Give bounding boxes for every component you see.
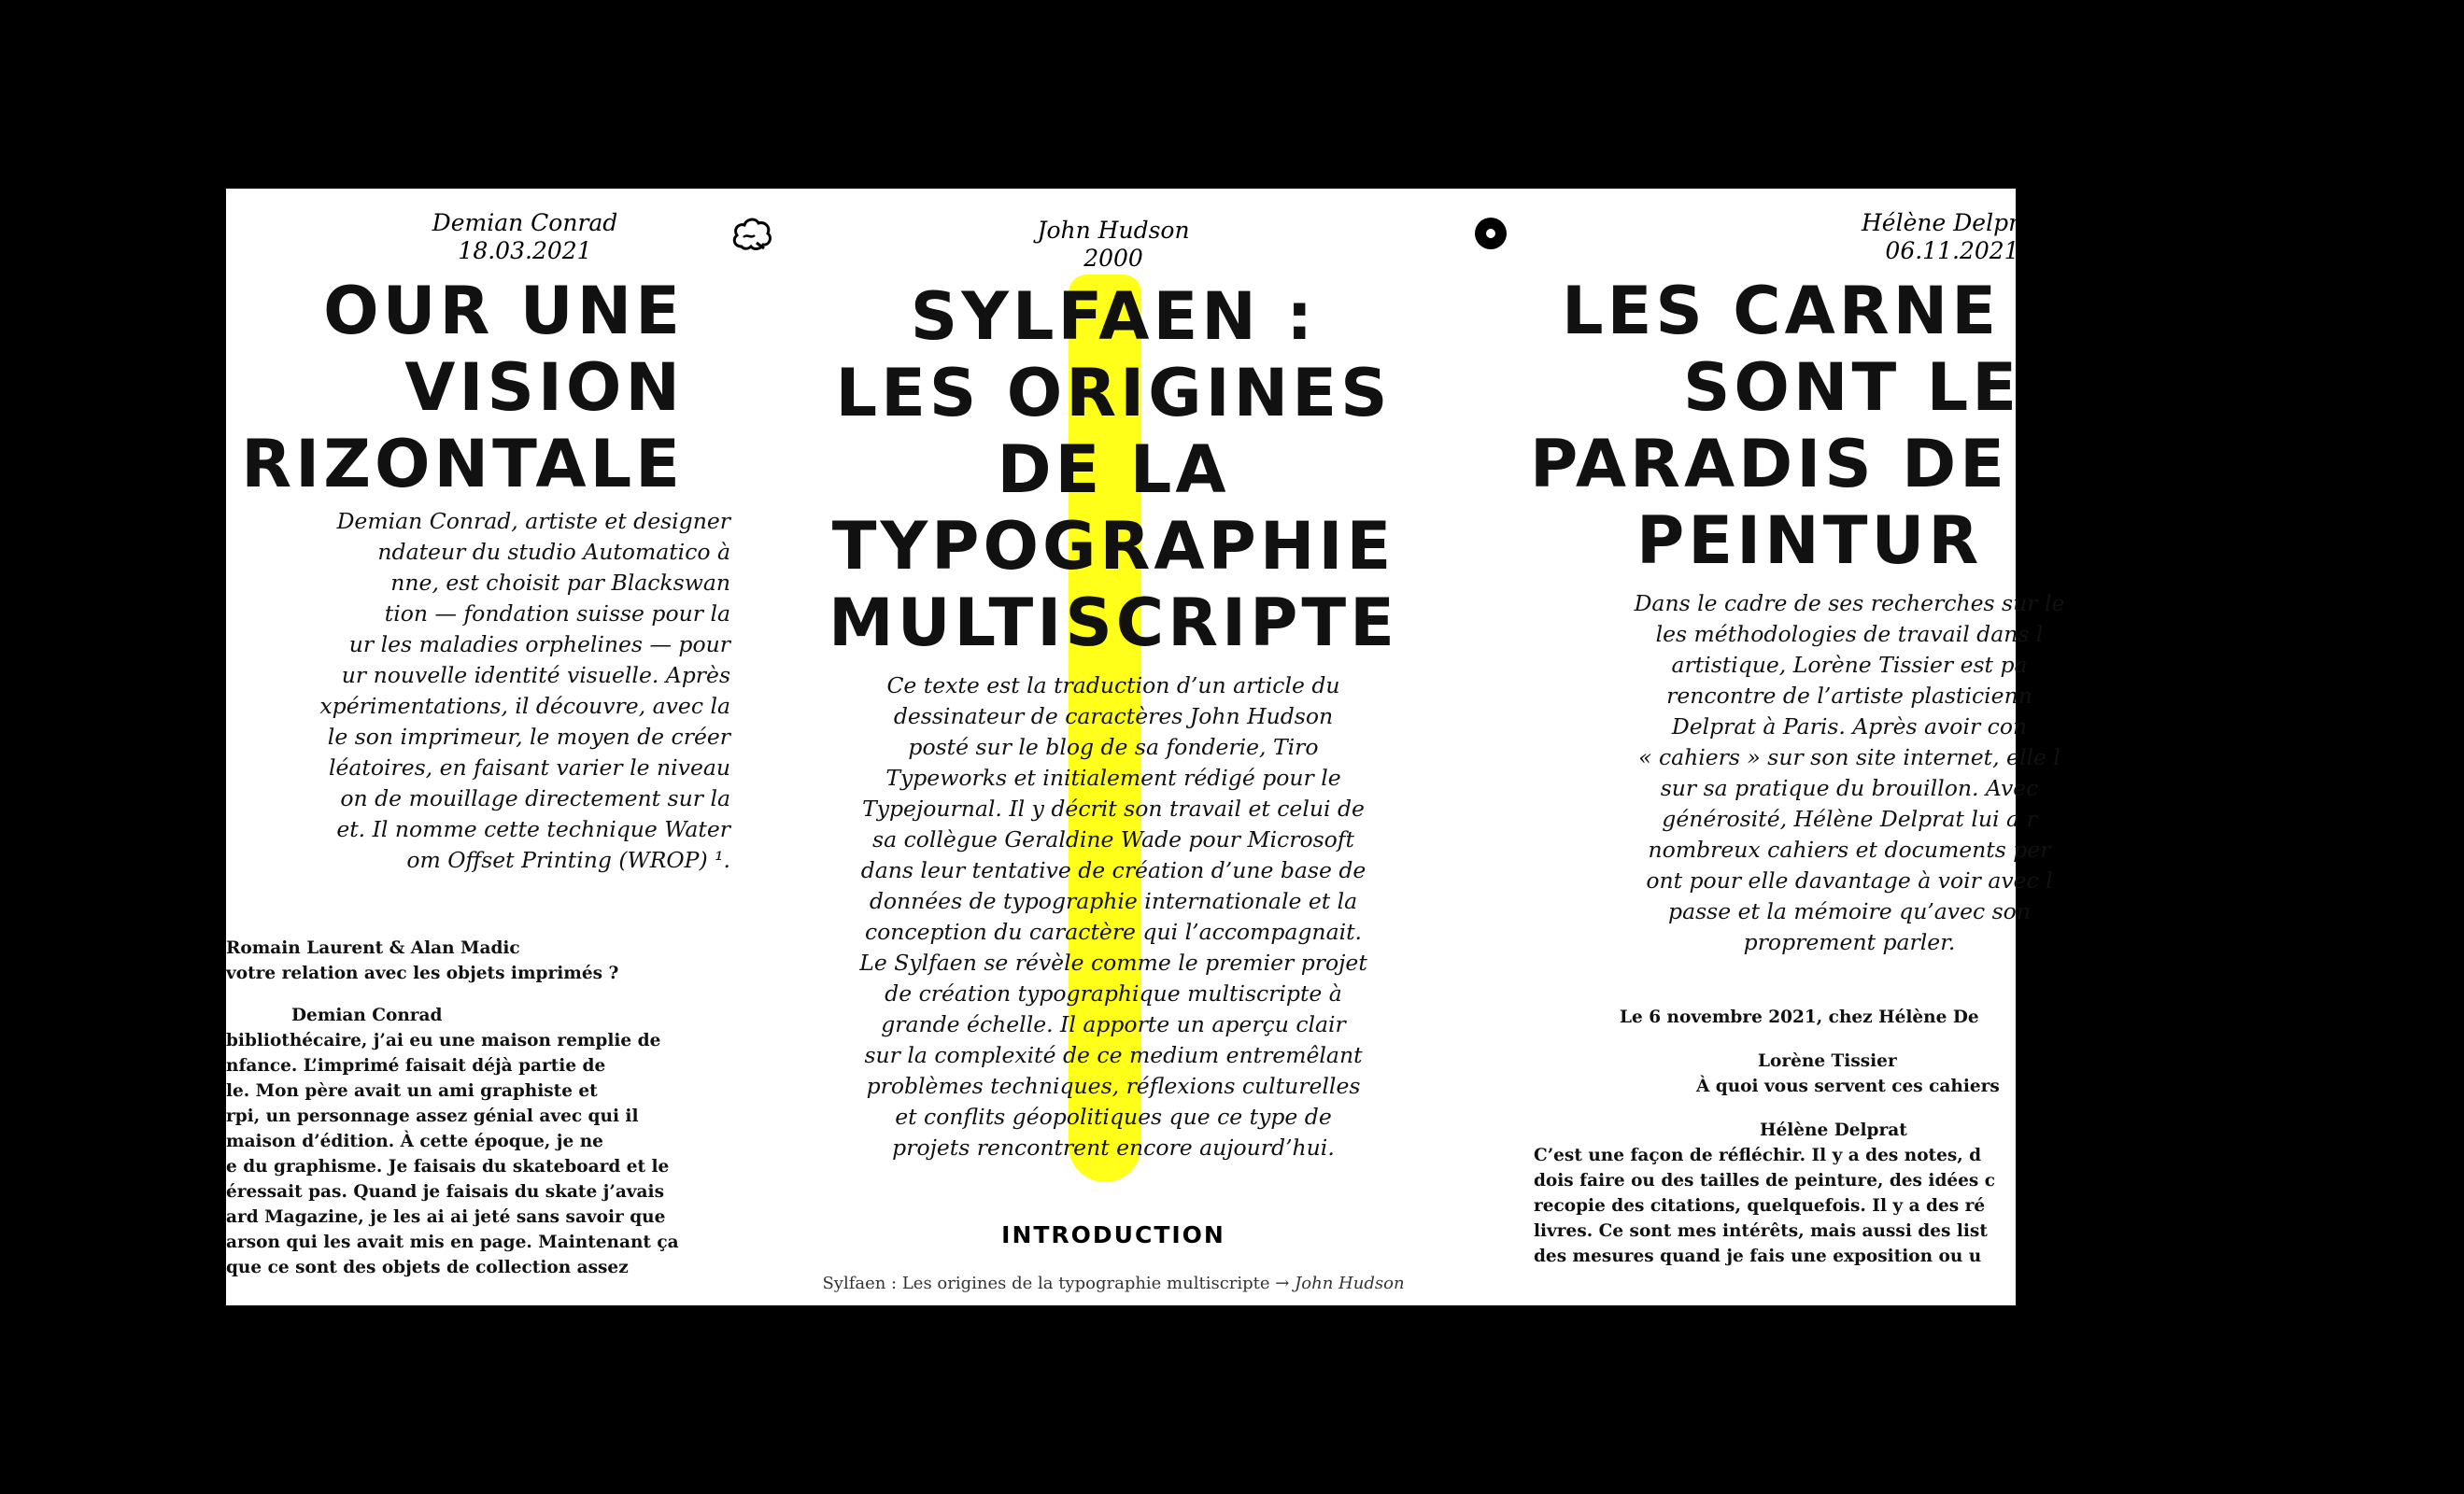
headline-line: LES ORIGINES (835, 355, 1392, 431)
intro-line: rencontre de l’artiste plasticienn (1666, 683, 2032, 709)
intro-line: passe et la mémoire qu’avec son (1668, 898, 2031, 924)
intro-line: de création typographique multiscripte à (885, 980, 1342, 1007)
intro-line: om Offset Printing (WROP) ¹. (406, 847, 730, 873)
article-card-helene-delprat[interactable] (1530, 189, 2195, 1305)
intro-line: générosité, Hélène Delprat lui a r (1662, 806, 2037, 832)
headline-line: OUR UNE (323, 273, 684, 349)
intro-line: ur les maladies orphelines — pour (348, 631, 730, 657)
intro-line: nne, est choisit par Blackswan (390, 570, 730, 596)
intro-line: sa collègue Geraldine Wade pour Microsoft (872, 826, 1354, 853)
intro-line: dans leur tentative de création d’une base de (860, 857, 1367, 883)
intro-line: et. Il nomme cette technique Water (336, 816, 730, 842)
interview-excerpt (1534, 1005, 2281, 1269)
headline-line: MULTISCRIPTE (828, 585, 1398, 661)
answer-line: livres. Ce sont mes intérêts, mais aussi des list (1534, 1221, 1988, 1241)
intro-line: données de typographie internationale et la (869, 888, 1358, 914)
headline-line: PARADIS DE (1530, 426, 2008, 502)
answer-line: bibliothécaire, j’ai eu une maison remplie de (226, 1031, 661, 1050)
intro-line: léatoires, en faisant varier le niveau (328, 754, 730, 781)
intro-line: les méthodologies de travail dans l (1655, 621, 2044, 647)
headline-line: SONT LE (1683, 349, 2021, 426)
headline-line: DE LA (997, 431, 1230, 508)
intro-line: Ce texte est la traduction d’un article du (886, 672, 1340, 698)
article-byline (235, 209, 814, 265)
intro-line: le son imprimeur, le moyen de créer (327, 724, 730, 750)
intro-line: Dans le cadre de ses recherches sur le (1634, 590, 2065, 616)
answer-line: ard Magazine, je les ai ai jeté sans savoir que (226, 1207, 666, 1227)
answer-line: le. Mon père avait un ami graphiste et (226, 1081, 598, 1101)
intro-line: xpérimentations, il découvre, avec la (319, 693, 730, 719)
byline-author: John Hudson (1037, 217, 1190, 244)
section-heading[interactable]: INTRODUCTION (1001, 1221, 1225, 1248)
intro-line: ur nouvelle identité visuelle. Après (341, 662, 730, 688)
intro-line: dessinateur de caractères John Hudson (893, 703, 1334, 729)
interview-excerpt (226, 936, 749, 1280)
byline-author: Hélène Delprat (1862, 209, 2043, 236)
intro-line: Typejournal. Il y décrit son travail et celui de (862, 796, 1365, 822)
byline-author: Demian Conrad (432, 209, 618, 236)
intro-line: sur sa pratique du brouillon. Avec (1660, 775, 2039, 801)
headline-line: LES CARNE (1562, 273, 2001, 349)
headline-line: PEINTUR (1636, 502, 1983, 579)
article-intro (86, 506, 730, 876)
article-intro (1373, 588, 2326, 958)
intro-line: projets rencontrent encore aujourd’hui. (892, 1135, 1335, 1161)
intro-line: tion — fondation suisse pour la (384, 600, 730, 627)
answer-line: que ce sont des objets de collection assez (226, 1258, 629, 1277)
intro-line: et conflits géopolitiques que ce type de (895, 1104, 1332, 1130)
byline-date: 18.03.2021 (458, 237, 592, 264)
intro-line: Delprat à Paris. Après avoir con (1671, 713, 2028, 740)
intro-line: sur la complexité de ce medium entremêlant (864, 1042, 1363, 1068)
article-card-demian-conrad[interactable] (86, 189, 730, 1305)
article-card-john-hudson[interactable] (764, 189, 1463, 1305)
running-footer-title: Sylfaen : Les origines de la typographie multiscripte → (822, 1274, 1290, 1293)
running-footer[interactable] (764, 1274, 1463, 1293)
answer-line: maison d’édition. À cette époque, je ne (226, 1132, 603, 1151)
intro-line: ndateur du studio Automatico à (377, 539, 730, 565)
answer-line: rpi, un personnage assez génial avec qui il (226, 1106, 639, 1126)
interview-question: À quoi vous servent ces cahiers (1696, 1077, 2000, 1096)
answer-line: des mesures quand je fais une exposition ou u (1534, 1247, 1982, 1266)
article-headline[interactable] (21, 273, 684, 502)
headline-line: SYLFAEN : (910, 278, 1317, 355)
intro-line: grande échelle. Il apporte un aperçu clair (881, 1011, 1346, 1037)
article-headline[interactable] (764, 278, 1463, 661)
article-byline (764, 217, 1463, 273)
answer-line: dois faire ou des tailles de peinture, des idées c (1534, 1171, 1996, 1191)
intro-line: « cahiers » sur son site internet, elle l (1638, 744, 2060, 770)
speaker-name: Lorène Tissier (1758, 1051, 1897, 1071)
intro-line: proprement parler. (1743, 929, 1956, 955)
interview-date: Le 6 novembre 2021, chez Hélène De (1620, 1008, 1979, 1027)
intro-line: Demian Conrad, artiste et designer (336, 508, 730, 534)
article-intro (764, 670, 1463, 1163)
intro-line: problèmes techniques, réflexions culturelles (866, 1073, 1361, 1099)
headline-line: VISION (404, 349, 684, 426)
answer-line: e du graphisme. Je faisais du skateboard et le (226, 1157, 670, 1177)
magazine-viewport (226, 189, 2065, 1305)
intro-line: Typeworks et initialement rédigé pour le (885, 765, 1341, 791)
intro-line: on de mouillage directement sur la (340, 785, 730, 811)
headline-line: RIZONTALE (241, 426, 684, 502)
answer-line: recopie des citations, quelquefois. Il y a des ré (1534, 1196, 1986, 1216)
intro-line: Le Sylfaen se révèle comme le premier projet (859, 950, 1367, 976)
answer-line: nfance. L’imprimé faisait déjà partie de (226, 1056, 606, 1076)
intro-line: nombreux cahiers et documents per (1648, 837, 2051, 863)
speaker-name: Hélène Delprat (1760, 1120, 1907, 1140)
running-footer-author: John Hudson (1295, 1274, 1405, 1293)
intro-line: artistique, Lorène Tissier est pa (1671, 652, 2028, 678)
article-headline[interactable] (1530, 273, 2464, 579)
article-byline (1691, 209, 2214, 265)
interviewers: Romain Laurent & Alan Madic (226, 938, 520, 958)
byline-date: 2000 (1083, 245, 1143, 272)
intro-line: conception du caractère qui l’accompagnait. (864, 919, 1363, 945)
headline-line: TYPOGRAPHIE (831, 508, 1395, 585)
intro-line: ont pour elle davantage à voir avec l (1646, 867, 2053, 894)
disc-icon[interactable] (1474, 217, 1508, 250)
answer-line: éressait pas. Quand je faisais du skate j’avais (226, 1182, 664, 1202)
byline-date: 06.11.2021 (1885, 237, 2019, 264)
answer-line: C’est une façon de réfléchir. Il y a des notes, d (1534, 1146, 1982, 1165)
speaker-name: Demian Conrad (291, 1006, 443, 1025)
answer-line: arson qui les avait mis en page. Maintenant ça (226, 1233, 679, 1252)
interview-question: votre relation avec les objets imprimés ? (226, 964, 619, 983)
intro-line: posté sur le blog de sa fonderie, Tiro (908, 734, 1319, 760)
